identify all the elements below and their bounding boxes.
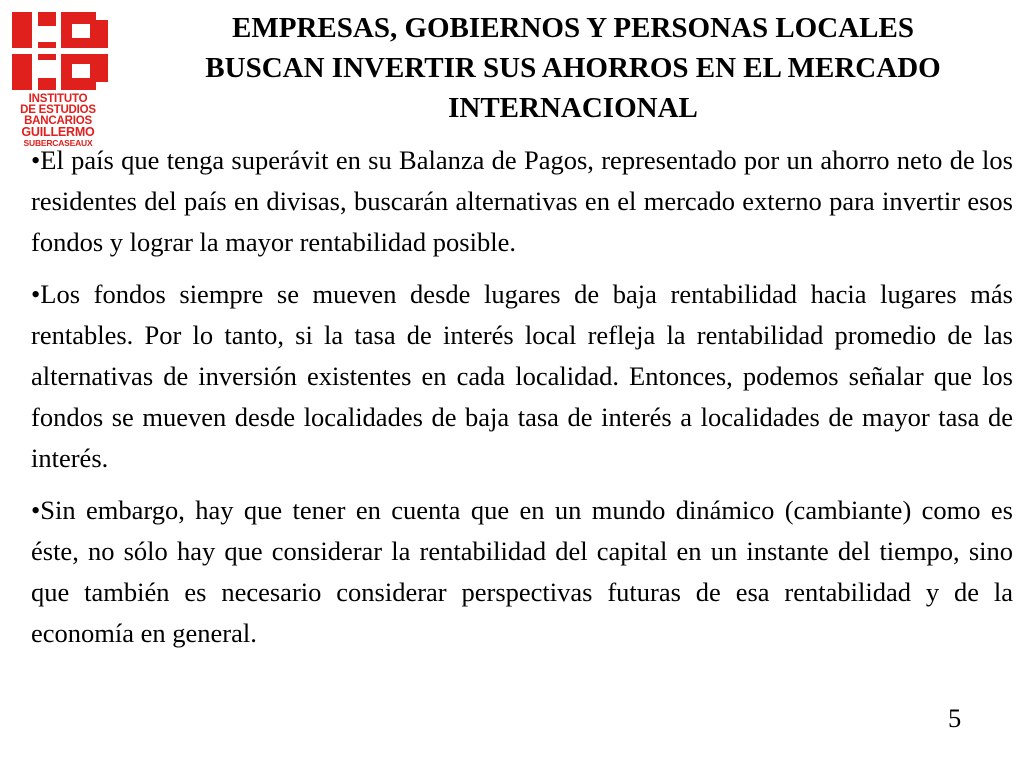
title-line: BUSCAN INVERTIR SUS AHORROS EN EL MERCADO xyxy=(205,52,941,84)
bullet-paragraph: •Sin embargo, hay que tener en cuenta que en un mundo dinámico (cambiante) como es éste, no sólo hay que considerar la rentabilidad del capital en un instante del tiempo, sino que también es necesario considerar perspectivas futuras de esa rentabilidad y de la economía en general. xyxy=(31,495,1013,648)
logo-line: GUILLERMO xyxy=(21,125,95,139)
logo-line: SUBERCASEAUX xyxy=(23,138,93,148)
slide-body xyxy=(31,140,1013,665)
ieb-logo-mark xyxy=(12,12,108,90)
bullet-paragraph: •Los fondos siempre se mueven desde lugares de baja rentabilidad hacia lugares más rentables. Por lo tanto, si la tasa de interés local refleja la rentabilidad promedio de las alternativas de inversión existentes en cada localidad. Entonces, podemos señalar que los fondos se mueven desde localidades de baja tasa de interés a localidades de mayor tasa de interés. xyxy=(31,279,1013,473)
logo-line: BANCARIOS xyxy=(24,115,92,127)
logo-line: DE ESTUDIOS xyxy=(20,104,96,116)
page-number: 5 xyxy=(948,703,962,733)
logo-line: INSTITUTO xyxy=(28,93,88,105)
bullet-paragraph: •El país que tenga superávit en su Balanza de Pagos, representado por un ahorro neto de los residentes del país en divisas, buscarán alternativas en el mercado externo para invertir esos fondos y lograr la mayor rentabilidad posible. xyxy=(31,145,1013,257)
title-line: INTERNACIONAL xyxy=(448,92,698,124)
institute-logo xyxy=(8,12,106,157)
slide-title xyxy=(128,8,1018,128)
title-line: EMPRESAS, GOBIERNOS Y PERSONAS LOCALES xyxy=(232,12,914,44)
